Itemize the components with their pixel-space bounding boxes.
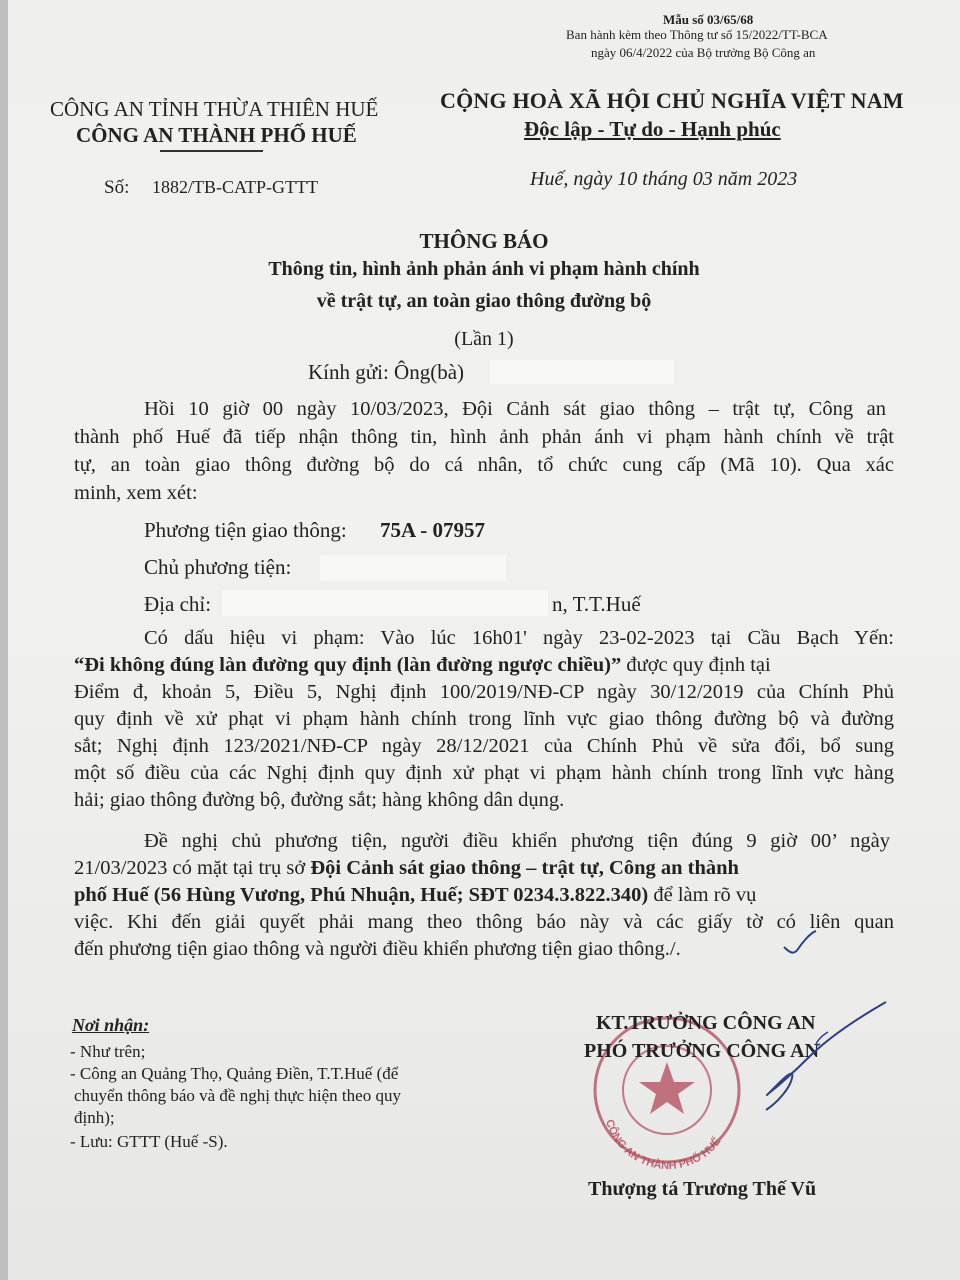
- request-text: 21/03/2023 có mặt tại trụ sở: [74, 857, 306, 879]
- address-label: Địa chỉ:: [144, 592, 212, 616]
- org-name: CÔNG AN THÀNH PHỐ HUẾ: [76, 123, 357, 147]
- svg-text:CÔNG AN THÀNH PHỐ HUẾ: [603, 1118, 723, 1170]
- org-parent: CÔNG AN TỈNH THỪA THIÊN HUẾ: [50, 97, 379, 121]
- doc-title: THÔNG BÁO: [419, 229, 549, 253]
- owner-label: Chủ phương tiện:: [144, 555, 292, 579]
- recipient-item: chuyển thông báo và đề nghị thực hiện theo quy: [74, 1086, 401, 1105]
- form-number: Mẫu số 03/65/68: [663, 12, 754, 27]
- para1-line: thành phố Huế đã tiếp nhận thông tin, hình ảnh phản ánh vi phạm hành chính về trật: [74, 426, 894, 448]
- violation-line: [74, 654, 771, 677]
- doc-subtitle-2: về trật tự, an toàn giao thông đường bộ: [316, 290, 652, 312]
- doc-number: 1882/TB-CATP-GTTT: [152, 177, 318, 197]
- para1-line: tự, an toàn giao thông đường bộ do cá nhân, tổ chức cung cấp (Mã 10). Qua xác: [74, 454, 894, 476]
- recipient-item: - Công an Quảng Thọ, Quảng Điền, T.T.Huế (để: [70, 1064, 399, 1083]
- request-line: Đề nghị chủ phương tiện, người điều khiển phương tiện đúng 9 giờ 00’ ngày: [144, 830, 890, 852]
- handwritten-signature: [708, 998, 898, 1118]
- recipients-heading: Nơi nhận:: [72, 1015, 150, 1035]
- plate-number: 75A - 07957: [380, 518, 485, 542]
- violation-text: được quy định tại: [626, 654, 771, 676]
- violation-line: sắt; Nghị định 123/2021/NĐ-CP ngày 28/12/2021 của Chính Phủ về sửa đổi, bổ sung: [74, 735, 894, 757]
- violation-line: hải; giao thông đường bộ, đường sắt; hàng không dân dụng.: [74, 789, 565, 811]
- redacted-owner: [320, 555, 506, 581]
- org-underline: [160, 150, 263, 152]
- document-page: [8, 0, 960, 1280]
- form-issued-line-1: Ban hành kèm theo Thông tư số 15/2022/TT-BCA: [566, 27, 828, 42]
- seal-text: CÔNG AN THÀNH PHỐ HUẾ: [603, 1118, 724, 1170]
- request-address: phố Huế (56 Hùng Vương, Phú Nhuận, Huế; SĐT 0234.3.822.340): [74, 884, 649, 906]
- handwritten-tick: [780, 925, 820, 965]
- signer-title-1: KT.TRƯỞNG CÔNG AN: [596, 1012, 816, 1034]
- request-line: việc. Khi đến giải quyết phải mang theo thông báo này và các giấy tờ có liên quan: [74, 911, 894, 933]
- doc-number-label: Số:: [104, 177, 130, 198]
- recipient-item: định);: [74, 1108, 115, 1127]
- signer-name: Thượng tá Trương Thế Vũ: [588, 1178, 817, 1200]
- para1-line: Hồi 10 giờ 00 ngày 10/03/2023, Đội Cảnh sát giao thông – trật tự, Công an: [144, 398, 886, 420]
- greeting: Kính gửi: Ông(bà): [308, 360, 465, 384]
- signer-title-2: PHÓ TRƯỞNG CÔNG AN: [584, 1040, 820, 1062]
- violation-line: Điểm đ, khoản 5, Điều 5, Nghị định 100/2019/NĐ-CP ngày 30/12/2019 của Chính Phủ: [74, 681, 894, 703]
- notice-count: (Lần 1): [454, 328, 514, 350]
- violation-line: quy định về xử phạt vi phạm hành chính trong lĩnh vực giao thông đường bộ và đường: [74, 708, 894, 730]
- request-text: để làm rõ vụ: [653, 884, 757, 906]
- violation-line: một số điều của các Nghị định quy định xử phạt vi phạm hành chính trong lĩnh vực hàng: [74, 762, 894, 784]
- redacted-address: [222, 590, 548, 616]
- para1-line: minh, xem xét:: [74, 482, 198, 504]
- address-tail: n, T.T.Huế: [552, 592, 641, 616]
- request-office: Đội Cảnh sát giao thông – trật tự, Công an thành: [310, 857, 739, 879]
- recipient-item: - Lưu: GTTT (Huế -S).: [70, 1132, 228, 1151]
- request-line: đến phương tiện giao thông và người điều khiển phương tiện giao thông./.: [74, 938, 681, 960]
- nation-motto: Độc lập - Tự do - Hạnh phúc: [524, 117, 781, 141]
- plate-label: Phương tiện giao thông:: [144, 518, 347, 542]
- redacted-name: [490, 360, 674, 384]
- form-issued-line-2: ngày 06/4/2022 của Bộ trưởng Bộ Công an: [591, 45, 816, 60]
- recipient-item: - Như trên;: [70, 1042, 146, 1061]
- nation-title: CỘNG HOÀ XÃ HỘI CHỦ NGHĨA VIỆT NAM: [440, 88, 904, 113]
- request-line: [74, 884, 756, 907]
- violation-description: “Đi không đúng làn đường quy định (làn đường ngược chiều)”: [74, 654, 622, 676]
- violation-line: Có dấu hiệu vi phạm: Vào lúc 16h01' ngày 23-02-2023 tại Cầu Bạch Yến:: [144, 627, 894, 649]
- request-line: [74, 857, 739, 880]
- doc-subtitle-1: Thông tin, hình ảnh phản ánh vi phạm hành chính: [268, 258, 700, 280]
- doc-date: Huế, ngày 10 tháng 03 năm 2023: [530, 168, 798, 190]
